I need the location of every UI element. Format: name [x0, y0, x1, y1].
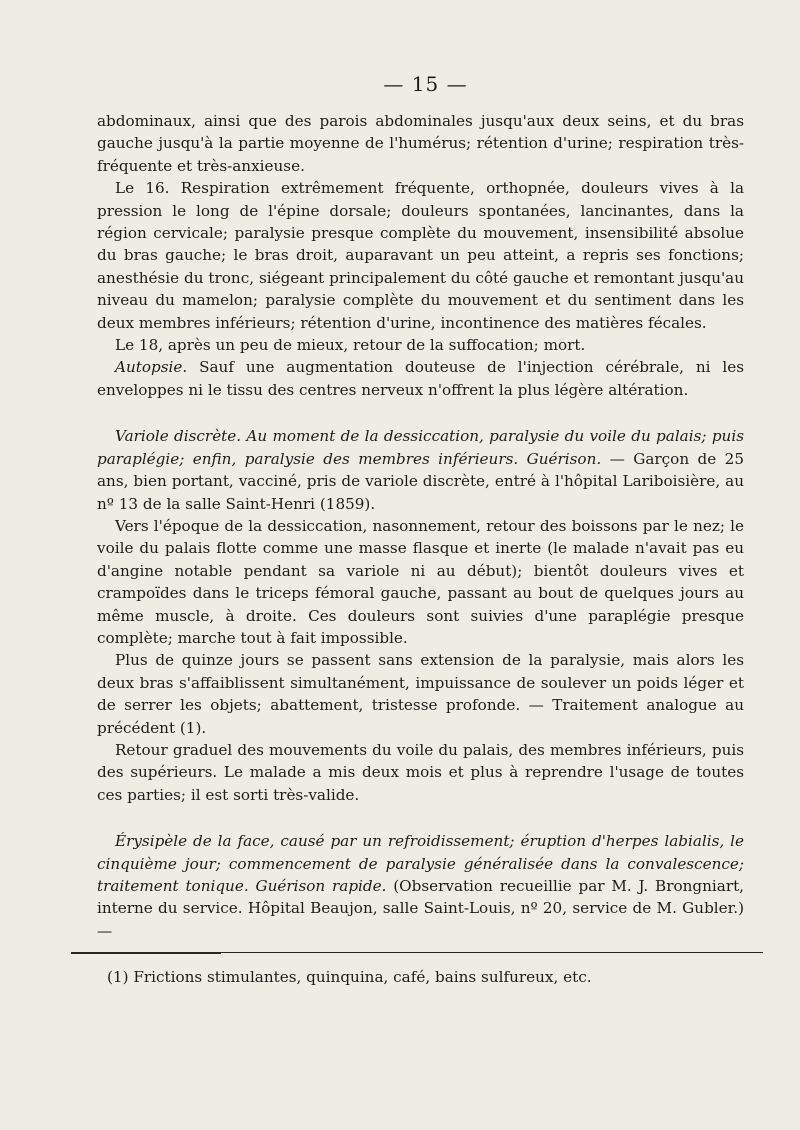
paragraph-autopsie: [97, 356, 744, 401]
section-gap: [97, 401, 744, 425]
paragraph-dessiccation: Vers l'époque de la dessiccation, nasonnement, retour des boissons par le nez; le voile du palais flotte comme une masse flasque et inerte (le malade n'avait pas eu d'angine notable pendant sa variole ni au début); bientôt douleurs vives et crampoïdes dans le triceps fémoral gauche, passant au bout de quelques jours au même muscle, à droite. Ces douleurs sont suivies d'une paraplégie presque complète; marche tout à fait impossible.: [97, 516, 744, 647]
erysipele-intro: (Observation recueillie par M. J. Brongniart, interne du service. Hôpital Beaujon, salle Saint-Louis, nº 20, service de M. Gubler.) —: [97, 877, 745, 940]
page-number: — 15 —: [383, 72, 468, 96]
section-gap-2: [97, 806, 744, 830]
body-text: [97, 110, 744, 942]
paragraph-variole-heading: [97, 425, 744, 515]
autopsie-heading: Autopsie.: [115, 358, 188, 377]
erysipele-title: Érysipèle de la face, causé par un refroidissement; éruption d'herpes labialis, le cinquième jour; commencement de paralysie généralisée dans la convalescence; traitement tonique. Guérison rapide.: [97, 832, 744, 895]
paragraph-retour: Retour graduel des mouvements du voile du palais, des membres inférieurs, puis des supérieurs. Le malade a mis deux mois et plus à reprendre l'usage de toutes ces parties; il est sorti très-valide.: [97, 740, 744, 804]
footnote-rule-short: [71, 953, 221, 954]
paragraph-day-18: Le 18, après un peu de mieux, retour de la suffocation; mort.: [115, 336, 586, 355]
footnote: (1) Frictions stimulantes, quinquina, café, bains sulfureux, etc.: [107, 968, 592, 987]
variole-intro: — Garçon de 25 ans, bien portant, vacciné, pris de variole discrète, entré à l'hôpital Lariboisière, au nº 13 de la salle Saint-Henri (1859).: [97, 449, 744, 513]
paragraph-continuation: abdominaux, ainsi que des parois abdominales jusqu'aux deux seins, et du bras gauche jusqu'à la partie moyenne de l'humérus; rétention d'urine; respiration très-fréquente et très-anxieuse.: [97, 112, 744, 175]
autopsie-text: Sauf une augmentation douteuse de l'injection cérébrale, ni les enveloppes ni le tissu des centres nerveux n'offrent la plus légère altération.: [97, 358, 744, 399]
variole-title: Variole discrète. Au moment de la dessiccation, paralysie du voile du palais; puis paraplégie; enfin, paralysie des membres inférieurs. Guérison.: [97, 427, 744, 468]
paragraph-erysipele-heading: [97, 830, 744, 942]
paragraph-day-16: Le 16. Respiration extrêmement fréquente, orthopnée, douleurs vives à la pression le long de l'épine dorsale; douleurs spontanées, lancinantes, dans la région cervicale; paralysie presque complète du mouvement, insensibilité absolue du bras gauche; le bras droit, auparavant un peu atteint, a repris ses fonctions; anesthésie du tronc, siégeant principalement du côté gauche et remontant jusqu'au niveau du mamelon; paralysie complète du mouvement et du sentiment dans les deux membres inférieurs; rétention d'urine, incontinence des matières fécales.: [97, 179, 744, 332]
paragraph-quinze-jours: Plus de quinze jours se passent sans extension de la paralysie, mais alors les deux bras s'affaiblissent simultanément, impuissance de soulever un poids léger et de serrer les objets; abattement, tristesse profonde. — Traitement analogue au précédent (1).: [97, 651, 744, 737]
